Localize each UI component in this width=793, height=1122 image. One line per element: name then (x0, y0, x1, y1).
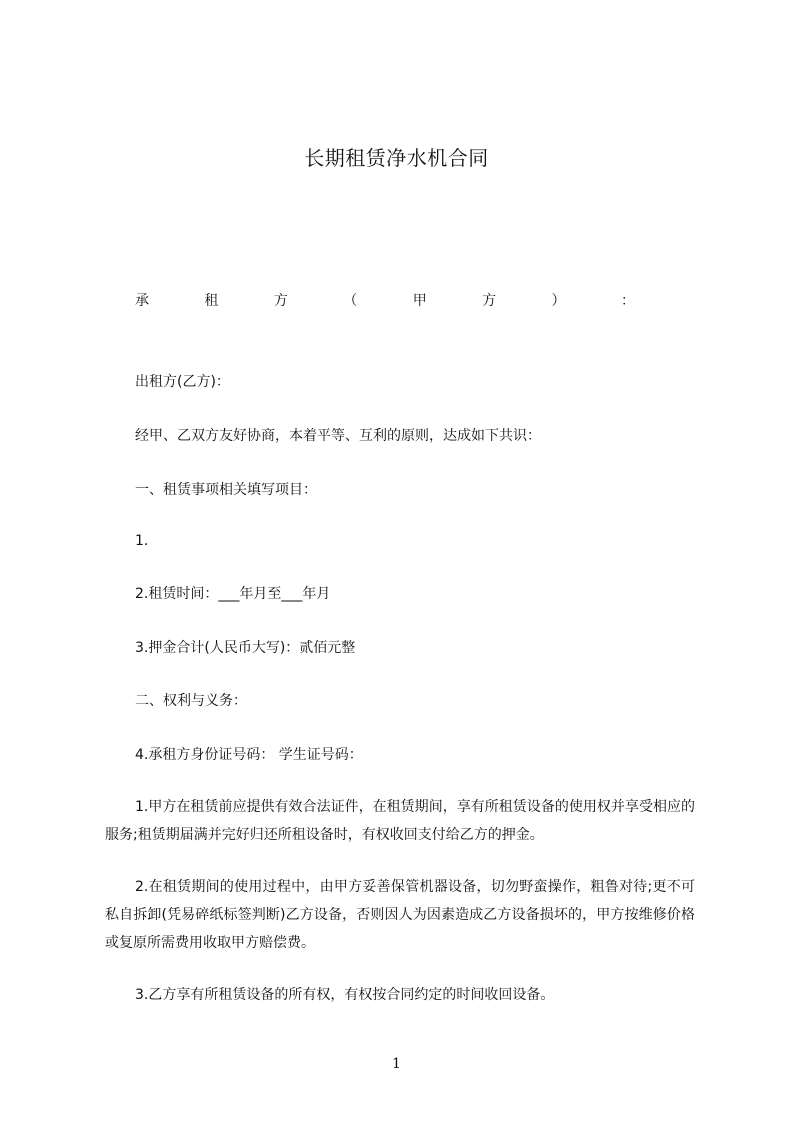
section1-heading: 一、租赁事项相关填写项目： (135, 482, 317, 498)
document-title: 长期租赁净水机合同 (304, 146, 489, 170)
clause-2: 2.在租赁期间的使用过程中，由甲方妥善保管机器设备，切勿野蛮操作，粗鲁对待;更不可私自拆卸(凭易碎纸标签判断)乙方设备，否则因人为因素造成乙方设备损坏的，甲方按维修价格或复原所需费用收取甲方赔偿费。 (105, 879, 695, 951)
lessee-char: 方 (273, 293, 288, 309)
clause-1: 1.甲方在租赁前应提供有效合法证件，在租赁期间，享有所租赁设备的使用权并享受相应的服务;租赁期届满并完好归还所租设备时，有权收回支付给乙方的押金。 (105, 799, 695, 843)
intro-paragraph: 经甲、乙双方友好协商，本着平等、互利的原则，达成如下共识： (135, 428, 541, 444)
page-number: 1 (392, 1056, 401, 1072)
lessee-char: ： (620, 293, 635, 309)
section2-heading: 二、权利与义务： (135, 693, 247, 709)
lessee-char: 承 (135, 293, 149, 309)
lessee-char: 甲 (412, 293, 427, 309)
item-1: 1. (135, 533, 149, 549)
clause-3: 3.乙方享有所租赁设备的所有权，有权按合同约定的时间收回设备。 (135, 987, 555, 1003)
item-2-rental-period: 2.租赁时间：___年月至___年月 (135, 586, 331, 602)
item-4-id-numbers: 4.承租方身份证号码： 学生证号码： (135, 747, 363, 763)
lessee-line (135, 291, 635, 311)
lessee-char: 租 (204, 293, 219, 309)
lessee-char: ） (551, 293, 566, 309)
lessee-char: 方 (482, 293, 497, 309)
lessee-char: （ (343, 293, 358, 309)
lessor-line: 出租方(乙方)： (135, 374, 230, 390)
item-3-deposit: 3.押金合计(人民币大写)：贰佰元整 (135, 640, 356, 656)
